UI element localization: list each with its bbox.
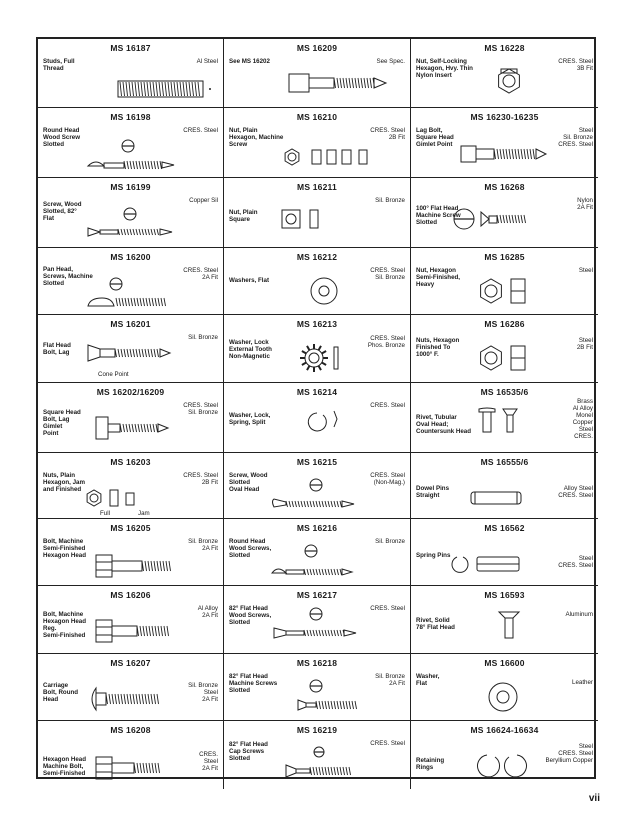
part-cell xyxy=(224,586,411,654)
part-number: MS 16228 xyxy=(484,43,525,53)
tubular-rivet-icon xyxy=(461,405,596,439)
part-cell xyxy=(224,178,411,248)
part-number: MS 16213 xyxy=(296,319,338,329)
part-number: MS 16286 xyxy=(484,319,525,329)
part-cell xyxy=(38,519,224,586)
part-cell xyxy=(38,248,224,315)
part-material: Al Alloy 2A Fit xyxy=(197,605,218,619)
part-cell xyxy=(224,108,411,178)
round-head-wood-screw-icon xyxy=(78,138,213,172)
part-description: Nut, Self-Locking Hexagon, Hvy. Thin Nylon Insert xyxy=(416,58,473,79)
part-number: MS 16211 xyxy=(297,182,337,192)
part-description: Nut, Plain Square xyxy=(229,209,258,223)
part-material: Steel xyxy=(578,267,593,274)
part-number: MS 16199 xyxy=(110,182,151,192)
part-cell xyxy=(224,453,411,519)
part-material: CRES. Steel Phos. Bronze xyxy=(367,335,405,349)
page-number: vii xyxy=(588,793,600,804)
part-cell xyxy=(38,383,224,453)
part-description: Lag Bolt, Square Head Gimlet Point xyxy=(416,127,454,148)
part-number: MS 16214 xyxy=(296,387,338,397)
part-caption: Jam xyxy=(138,510,150,517)
part-description: Round Head Wood Screw Slotted xyxy=(43,127,81,148)
part-cell xyxy=(38,178,224,248)
part-number: MS 16187 xyxy=(110,43,151,53)
part-cell xyxy=(411,383,598,453)
part-material: Aluminum xyxy=(565,611,593,618)
part-cell xyxy=(38,315,224,383)
part-description: Carriage Bolt, Round Head xyxy=(43,682,79,703)
part-number: MS 16230-16235 xyxy=(470,112,539,122)
part-material: Steel CRES. Steel xyxy=(558,555,593,569)
part-number: MS 16205 xyxy=(110,523,151,533)
part-description: Washers, Flat xyxy=(229,277,270,284)
part-number: MS 16600 xyxy=(484,658,525,668)
part-cell xyxy=(224,248,411,315)
part-cell xyxy=(411,654,598,721)
part-number: MS 16209 xyxy=(296,43,338,53)
part-cell xyxy=(38,586,224,654)
part-material: Sil. Bronze xyxy=(375,197,405,204)
part-description: 100° Flat Head Machine Screw Slotted xyxy=(416,205,461,226)
flat-lag-bolt-icon xyxy=(78,335,213,369)
pan-head-screw-icon xyxy=(78,276,213,310)
part-material: Sil. Bronze xyxy=(375,538,405,545)
part-cell xyxy=(411,721,598,789)
part-description: Hexagon Head Machine Bolt, Semi-Finished xyxy=(43,756,86,777)
part-description: Screw, Wood Slotted, 82° Flat xyxy=(43,201,82,222)
part-description: Dowel Pins Straight xyxy=(416,485,450,499)
stud-icon xyxy=(78,71,213,105)
part-number: MS 16535/6 xyxy=(480,387,529,397)
part-description: Square Head Bolt, Lag Gimlet Point xyxy=(43,409,81,437)
part-material: Brass Al Alloy Monel Copper Steel CRES. xyxy=(572,398,593,440)
part-description: Rivet, Tubular Oval Head; Countersunk Head xyxy=(416,414,472,435)
part-material: Steel CRES. Steel Beryllium Copper xyxy=(545,743,593,764)
part-description: Screw, Wood Slotted Oval Head xyxy=(229,472,268,493)
part-description: Nut, Plain Hexagon, Machine Screw xyxy=(229,127,284,148)
part-cell xyxy=(38,108,224,178)
part-number: MS 16206 xyxy=(110,590,151,600)
part-number: MS 16198 xyxy=(110,112,151,122)
part-description: Pan Head, Screws, Machine Slotted xyxy=(43,266,93,287)
part-number: MS 16201 xyxy=(110,319,151,329)
part-cell xyxy=(38,453,224,519)
part-material: Steel 2B Fit xyxy=(576,337,593,351)
part-number: MS 16268 xyxy=(484,182,525,192)
part-caption: Full xyxy=(100,510,110,517)
part-description: Round Head Wood Screws, Slotted xyxy=(229,538,272,559)
part-material: CRES. Steel 2B Fit xyxy=(370,127,405,141)
round-wood-screw-icon xyxy=(266,543,401,577)
part-number: MS 16207 xyxy=(110,658,151,668)
part-cell xyxy=(224,654,411,721)
part-description: Flat Head Bolt, Lag xyxy=(43,342,71,356)
lock-nut-icon xyxy=(421,65,556,99)
part-material: CRES. Steel xyxy=(370,605,405,612)
part-number: MS 16202/16209 xyxy=(96,387,165,397)
part-number: MS 16555/6 xyxy=(480,457,529,467)
spring-pin-icon xyxy=(439,547,574,581)
part-cell xyxy=(224,383,411,453)
part-cell xyxy=(411,39,598,108)
part-number: MS 16218 xyxy=(296,658,338,668)
part-number: MS 16285 xyxy=(484,252,525,262)
part-material: CRES. Steel xyxy=(370,402,405,409)
hex-nut-set-icon xyxy=(264,140,399,174)
part-material: CRES. Steel Sil. Bronze xyxy=(183,402,218,416)
part-cell xyxy=(411,586,598,654)
part-description: Retaining Rings xyxy=(416,757,445,771)
flat-head-machine-screw-icon xyxy=(264,678,399,712)
part-number: MS 16203 xyxy=(110,457,151,467)
flat-wood-screw-icon xyxy=(78,206,213,240)
oval-wood-screw-icon xyxy=(264,477,399,511)
dowel-pin-icon xyxy=(439,481,574,515)
solid-rivet-icon xyxy=(459,606,594,640)
part-description: See MS 16202 xyxy=(229,58,270,65)
part-description: Spring Pins xyxy=(416,552,451,559)
part-material: CRES. Steel 2A Fit xyxy=(183,267,218,281)
hex-head-bolt-icon xyxy=(78,751,213,785)
part-number: MS 16210 xyxy=(296,112,338,122)
part-cell xyxy=(411,248,598,315)
tooth-lock-washer-icon xyxy=(272,341,407,375)
part-material: Sil. Bronze 2A Fit xyxy=(375,673,405,687)
flat-machine-screw-icon xyxy=(439,202,574,236)
part-cell xyxy=(38,721,224,789)
finished-hex-nut-icon xyxy=(451,341,586,375)
part-material: CRES. Steel 2B Fit xyxy=(183,472,218,486)
part-cell xyxy=(224,39,411,108)
part-cell xyxy=(224,721,411,789)
part-description: Bolt, Machine Hexagon Head Reg. Semi-Finished xyxy=(43,611,86,639)
part-description: Washer, Lock, Spring, Split xyxy=(229,412,271,426)
part-description: Rivet, Solid 78° Flat Head xyxy=(416,617,455,631)
part-material: Al Steel xyxy=(196,58,218,65)
part-number: MS 16562 xyxy=(484,523,525,533)
part-material: CRES. Steel Sil. Bronze xyxy=(370,267,405,281)
flat-washer-icon xyxy=(272,274,407,308)
part-number: MS 16216 xyxy=(296,523,338,533)
carriage-bolt-icon xyxy=(78,682,213,716)
part-cell xyxy=(224,315,411,383)
part-material: CRES. Steel xyxy=(370,740,405,747)
part-material: Sil. Bronze xyxy=(188,334,218,341)
part-number: MS 16217 xyxy=(296,590,338,600)
part-cell xyxy=(411,519,598,586)
part-description: 82° Flat Head Cap Screws Slotted xyxy=(229,741,268,762)
part-material: Sil. Bronze 2A Fit xyxy=(188,538,218,552)
part-description: Nuts, Plain Hexagon, Jam and Finished xyxy=(43,472,85,493)
part-description: 82° Flat Head Machine Screws Slotted xyxy=(229,673,278,694)
part-number: MS 16200 xyxy=(110,252,151,262)
part-description: Washer, Flat xyxy=(416,673,440,687)
leather-washer-icon xyxy=(451,680,586,714)
part-number: MS 16215 xyxy=(296,457,338,467)
part-material: Steel Sil. Bronze CRES. Steel xyxy=(558,127,593,148)
part-material: Nylon 2A Fit xyxy=(577,197,593,211)
part-material: CRES. Steel 3B Fit xyxy=(558,58,593,72)
part-description: Bolt, Machine Semi-Finished Hexagon Head xyxy=(43,538,86,559)
retaining-ring-icon xyxy=(453,749,588,783)
reg-hex-bolt-icon xyxy=(78,614,213,648)
part-description: Studs, Full Thread xyxy=(43,58,75,72)
part-description: Nuts, Hexagon Finished To 1000° F. xyxy=(416,337,460,358)
hex-machine-bolt-icon xyxy=(78,549,213,583)
part-material: Copper Sil xyxy=(189,197,218,204)
part-cell xyxy=(411,453,598,519)
flat-head-wood-screw-icon xyxy=(264,606,399,640)
part-material: Leather xyxy=(572,679,593,686)
part-number: MS 16219 xyxy=(296,725,338,735)
part-material: CRES. Steel (Non-Mag.) xyxy=(370,472,405,486)
part-cell xyxy=(38,39,224,108)
part-number: MS 16624-16634 xyxy=(470,725,539,735)
part-cell xyxy=(38,654,224,721)
cap-screw-icon xyxy=(264,745,399,779)
heavy-hex-nut-icon xyxy=(451,274,586,308)
square-lag-bolt-icon xyxy=(436,136,571,170)
part-cell xyxy=(411,315,598,383)
parts-catalog-grid xyxy=(36,37,596,779)
part-description: Washer, Lock External Tooth Non-Magnetic xyxy=(229,339,272,360)
part-cell xyxy=(411,108,598,178)
part-material: See Spec. xyxy=(376,58,405,65)
part-number: MS 16212 xyxy=(296,252,338,262)
split-lock-washer-icon xyxy=(272,405,407,439)
part-material: CRES. Steel xyxy=(183,127,218,134)
part-material: CRES. Steel 2A Fit xyxy=(199,751,218,772)
square-nut-icon xyxy=(264,202,399,236)
part-material: Sil. Bronze Steel 2A Fit xyxy=(188,682,218,703)
part-cell xyxy=(411,178,598,248)
part-number: MS 16208 xyxy=(110,725,151,735)
square-head-lag-icon xyxy=(78,411,213,445)
part-description: 82° Flat Head Wood Screws, Slotted xyxy=(229,605,272,626)
lag-bolt-icon xyxy=(264,65,399,99)
part-cell xyxy=(224,519,411,586)
part-material: Alloy Steel CRES. Steel xyxy=(558,485,593,499)
part-number: MS 16593 xyxy=(484,590,525,600)
part-caption: Cone Point xyxy=(98,371,129,378)
part-description: Nut, Hexagon Semi-Finished, Heavy xyxy=(416,267,461,288)
